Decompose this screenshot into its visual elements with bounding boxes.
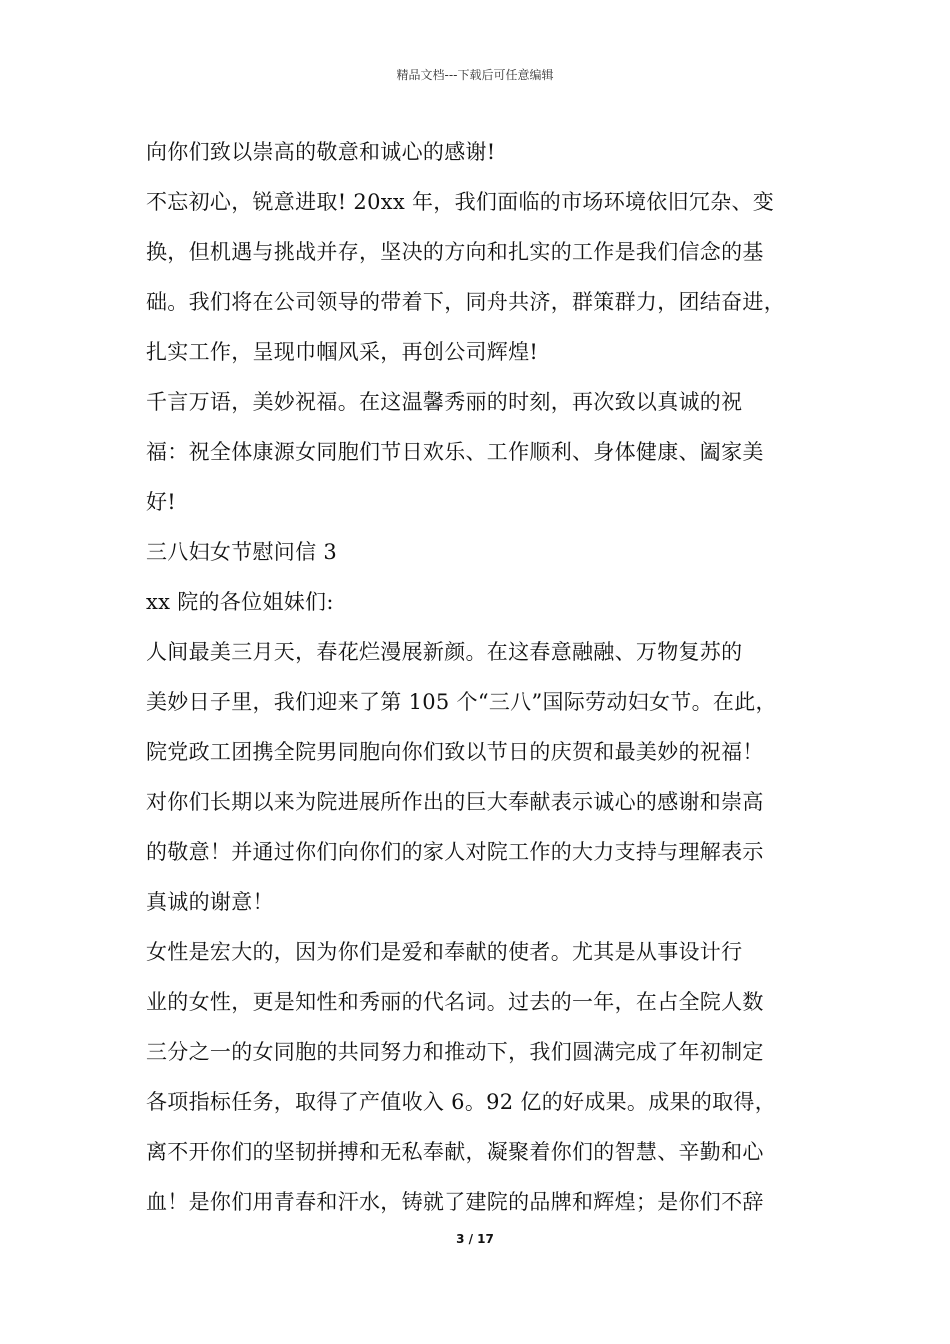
- text-line: 人间最美三月天，春花烂漫展新颜。在这春意融融、万物复苏的: [146, 640, 743, 664]
- text-line: 女性是宏大的，因为你们是爱和奉献的使者。尤其是从事设计行: [146, 940, 743, 964]
- salutation: xx 院的各位姐妹们:: [146, 590, 334, 614]
- text-line: 础。我们将在公司领导的带着下，同舟共济，群策群力，团结奋进，: [146, 290, 785, 314]
- text-line: 离不开你们的坚韧拼搏和无私奉献，凝聚着你们的智慧、辛勤和心: [146, 1140, 764, 1164]
- text-line: 好!: [146, 490, 177, 514]
- text-line: 福：祝全体康源女同胞们节日欢乐、工作顺利、身体健康、阖家美: [146, 440, 764, 464]
- page-number: 3 / 17: [456, 1232, 494, 1246]
- text-line: 业的女性，更是知性和秀丽的代名词。过去的一年，在占全院人数: [146, 990, 764, 1014]
- text-line: 美妙日子里，我们迎来了第 105 个“三八”国际劳动妇女节。在此，: [146, 690, 777, 714]
- text-line: 换，但机遇与挑战并存，坚决的方向和扎实的工作是我们信念的基: [146, 240, 764, 264]
- text-line: 千言万语，美妙祝福。在这温馨秀丽的时刻，再次致以真诚的祝: [146, 390, 743, 414]
- text-line: 的敬意！并通过你们向你们的家人对院工作的大力支持与理解表示: [146, 840, 764, 864]
- text-line: 各项指标任务，取得了产值收入 6。92 亿的好成果。成果的取得，: [146, 1090, 777, 1114]
- text-line: 院党政工团携全院男同胞向你们致以节日的庆贺和最美妙的祝福！: [146, 740, 764, 764]
- text-line: 扎实工作，呈现巾帼风采，再创公司辉煌!: [146, 340, 539, 364]
- text-line: 对你们长期以来为院进展所作出的巨大奉献表示诚心的感谢和崇高: [146, 790, 764, 814]
- text-line: 不忘初心，锐意进取! 20xx 年，我们面临的市场环境依旧冗杂、变: [146, 190, 775, 214]
- section-title: 三八妇女节慰问信 3: [146, 540, 338, 564]
- text-line: 三分之一的女同胞的共同努力和推动下，我们圆满完成了年初制定: [146, 1040, 764, 1064]
- page-header: 精品文档---下载后可任意编辑: [396, 68, 554, 82]
- text-line: 向你们致以崇高的敬意和诚心的感谢!: [146, 140, 496, 164]
- text-line: 血！是你们用青春和汗水，铸就了建院的品牌和辉煌；是你们不辞: [146, 1190, 764, 1214]
- text-line: 真诚的谢意！: [146, 890, 274, 914]
